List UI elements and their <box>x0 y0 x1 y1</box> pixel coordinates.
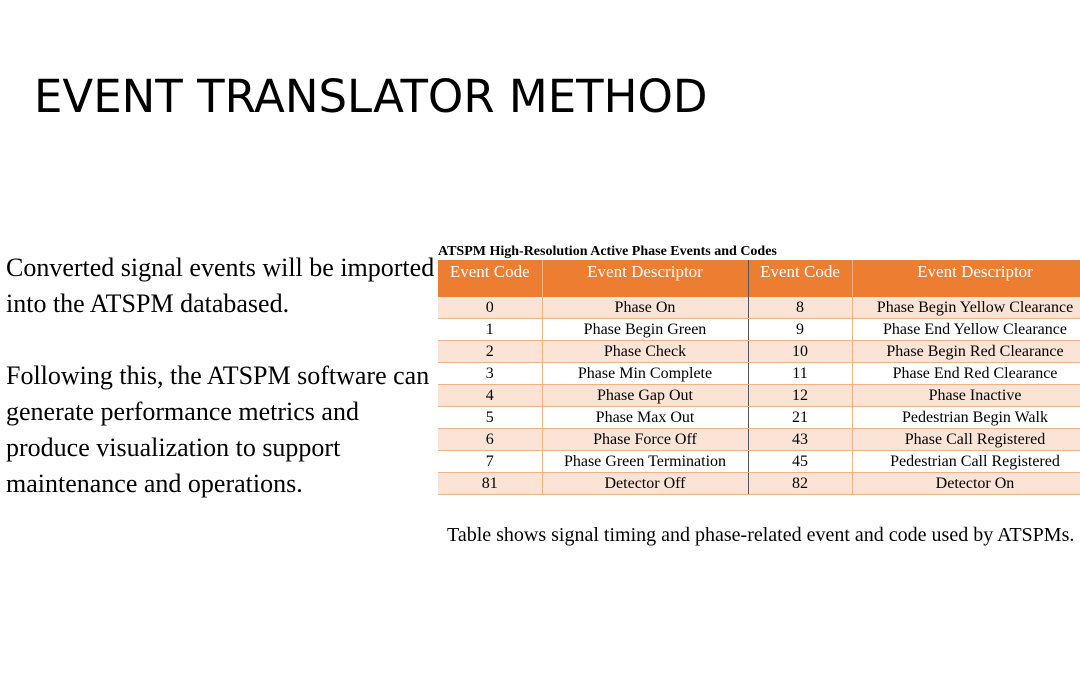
cell-event-code: 12 <box>748 385 852 407</box>
cell-event-code: 6 <box>438 429 542 451</box>
cell-event-code: 3 <box>438 363 542 385</box>
cell-event-descriptor: Detector On <box>852 473 1080 495</box>
cell-event-code: 82 <box>748 473 852 495</box>
cell-event-descriptor: Phase Max Out <box>542 407 748 429</box>
header-event-code-2: Event Code <box>748 260 852 297</box>
header-event-descriptor-2: Event Descriptor <box>852 260 1080 297</box>
header-event-descriptor-1: Event Descriptor <box>542 260 748 297</box>
cell-event-descriptor: Phase Begin Red Clearance <box>852 341 1080 363</box>
table-row <box>438 385 1080 407</box>
table-row <box>438 319 1080 341</box>
cell-event-descriptor: Phase Call Registered <box>852 429 1080 451</box>
cell-event-code: 10 <box>748 341 852 363</box>
cell-event-descriptor: Phase End Red Clearance <box>852 363 1080 385</box>
cell-event-code: 21 <box>748 407 852 429</box>
header-event-code-1: Event Code <box>438 260 542 297</box>
slide-title: EVENT TRANSLATOR METHOD <box>34 70 708 123</box>
cell-event-descriptor: Phase Check <box>542 341 748 363</box>
table-row <box>438 407 1080 429</box>
cell-event-descriptor: Phase End Yellow Clearance <box>852 319 1080 341</box>
cell-event-code: 11 <box>748 363 852 385</box>
cell-event-code: 1 <box>438 319 542 341</box>
cell-event-code: 7 <box>438 451 542 473</box>
table-row <box>438 473 1080 495</box>
cell-event-code: 43 <box>748 429 852 451</box>
cell-event-descriptor: Detector Off <box>542 473 748 495</box>
event-codes-table-container <box>438 243 1080 495</box>
cell-event-code: 45 <box>748 451 852 473</box>
table-body <box>438 297 1080 495</box>
cell-event-descriptor: Phase Green Termination <box>542 451 748 473</box>
table-row <box>438 297 1080 319</box>
table-note: Table shows signal timing and phase-related event and code used by ATSPMs. <box>447 524 1075 546</box>
cell-event-descriptor: Phase Gap Out <box>542 385 748 407</box>
cell-event-descriptor: Pedestrian Call Registered <box>852 451 1080 473</box>
cell-event-descriptor: Phase Force Off <box>542 429 748 451</box>
cell-event-code: 8 <box>748 297 852 319</box>
paragraph-import: Converted signal events will be imported into the ATSPM databased. <box>6 253 435 318</box>
cell-event-descriptor: Phase Begin Green <box>542 319 748 341</box>
table-row <box>438 363 1080 385</box>
cell-event-code: 81 <box>438 473 542 495</box>
paragraph-metrics: Following this, the ATSPM software can generate performance metrics and produce visualization to support maintenance and operations. <box>6 361 430 498</box>
table-row <box>438 429 1080 451</box>
table-caption: ATSPM High-Resolution Active Phase Events and Codes <box>438 244 777 259</box>
event-codes-table <box>438 260 1080 495</box>
cell-event-descriptor: Pedestrian Begin Walk <box>852 407 1080 429</box>
cell-event-code: 2 <box>438 341 542 363</box>
body-text <box>6 250 436 538</box>
cell-event-code: 4 <box>438 385 542 407</box>
cell-event-descriptor: Phase On <box>542 297 748 319</box>
cell-event-descriptor: Phase Begin Yellow Clearance <box>852 297 1080 319</box>
table-row <box>438 451 1080 473</box>
cell-event-code: 0 <box>438 297 542 319</box>
cell-event-descriptor: Phase Inactive <box>852 385 1080 407</box>
table-header-row <box>438 260 1080 297</box>
cell-event-descriptor: Phase Min Complete <box>542 363 748 385</box>
cell-event-code: 9 <box>748 319 852 341</box>
table-row <box>438 341 1080 363</box>
cell-event-code: 5 <box>438 407 542 429</box>
